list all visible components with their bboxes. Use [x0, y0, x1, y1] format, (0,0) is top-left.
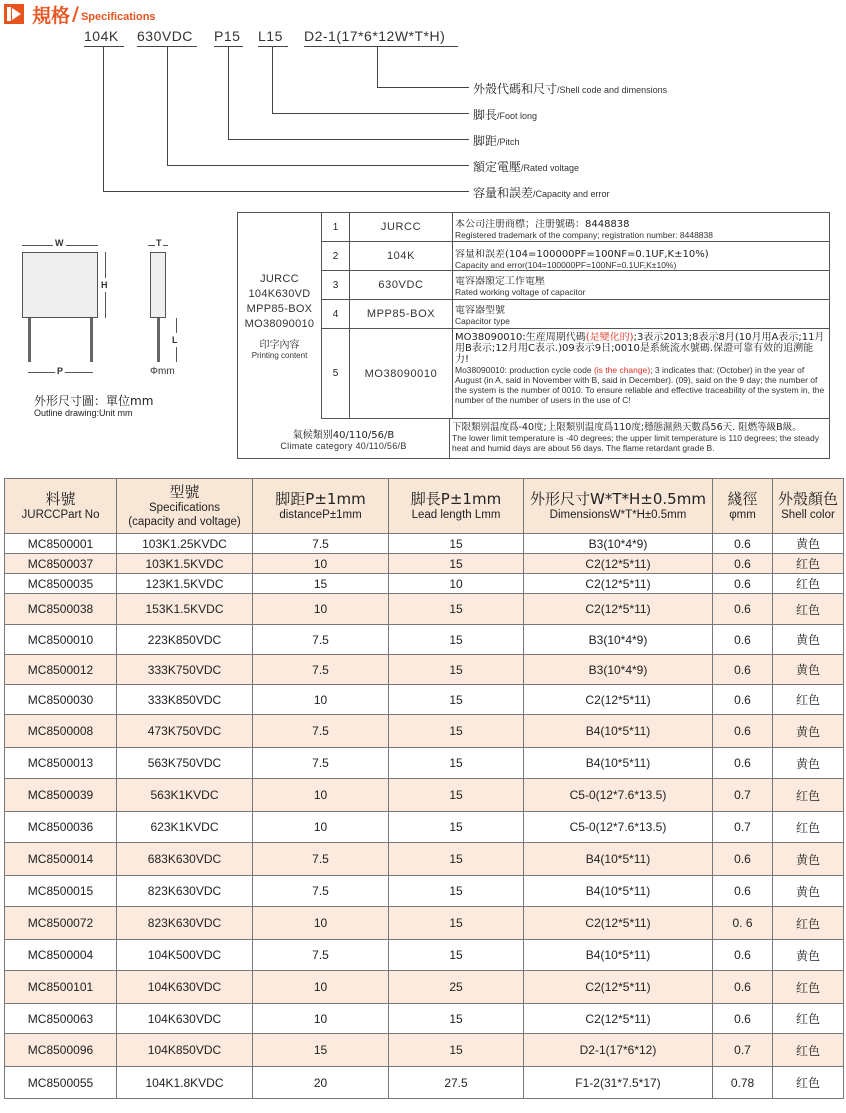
cell-lead: 15: [389, 1034, 524, 1067]
col-header-spec: 型號 Specifications (capacity and voltage): [117, 479, 253, 534]
cell-pitch: 20: [253, 1067, 389, 1099]
climate-row: [238, 419, 829, 458]
print-row-number: 1: [322, 213, 350, 241]
cell-pitch: 7.5: [253, 876, 389, 907]
cell-shell-color: 黄色: [773, 715, 844, 748]
cell-shell-color: 红色: [773, 594, 844, 625]
cell-dimensions: C2(12*5*11): [524, 574, 713, 594]
cell-lead: 15: [389, 594, 524, 625]
table-row: [5, 574, 844, 594]
climate-description: 下限類别温度爲-40度;上限類别温度爲110度;穩態濕熱天數爲56天. 阻燃等級B級。 The lower limit temperature is -40 degrees; the upper limit temperature is 110 degrees; the steady heat and humid days are about 56 days. The flame retardant grade B.: [452, 422, 819, 453]
cell-pitch: 10: [253, 594, 389, 625]
legend-shell: 外殼代碼和尺寸/Shell code and dimensions: [473, 82, 668, 96]
cell-part-no: MC8500013: [5, 748, 117, 779]
drawing-caption: 外形尺寸圖：單位mm: [34, 394, 154, 408]
printing-caption: 印字內容: [259, 340, 300, 351]
legend-voltage: 額定電壓/Rated voltage: [473, 160, 580, 174]
cell-pitch: 7.5: [253, 534, 389, 554]
code-lead: L15: [258, 28, 283, 44]
cell-dimensions: C2(12*5*11): [524, 554, 713, 574]
print-line: JURCC: [260, 273, 299, 285]
cell-lead: 15: [389, 812, 524, 843]
leader-line: [167, 46, 168, 166]
cell-wire-diameter: 0.6: [713, 971, 773, 1004]
cell-part-no: MC8500008: [5, 715, 117, 748]
cell-spec: 123K1.5KVDC: [117, 574, 253, 594]
table-row: [5, 534, 844, 554]
cell-shell-color: 黄色: [773, 655, 844, 685]
cell-spec: 103K1.25KVDC: [117, 534, 253, 554]
leader-line: [272, 46, 273, 114]
table-row: [5, 655, 844, 685]
cell-pitch: 7.5: [253, 715, 389, 748]
printing-caption-en: Printing content: [251, 351, 308, 360]
cell-shell-color: 黄色: [773, 940, 844, 971]
table-row: [5, 625, 844, 655]
cell-dimensions: B3(10*4*9): [524, 534, 713, 554]
print-row-value: 630VDC: [350, 271, 453, 299]
print-row-value: 104K: [350, 242, 453, 270]
code-capacity: 104K: [84, 28, 119, 44]
cell-part-no: MC8500038: [5, 594, 117, 625]
cell-pitch: 7.5: [253, 748, 389, 779]
print-row: [322, 329, 829, 419]
cell-dimensions: B3(10*4*9): [524, 625, 713, 655]
table-row: [5, 843, 844, 876]
cell-dimensions: B3(10*4*9): [524, 655, 713, 685]
code-underline: [84, 46, 124, 47]
code-pitch: P15: [214, 28, 241, 44]
cell-part-no: MC8500014: [5, 843, 117, 876]
cell-lead: 15: [389, 907, 524, 940]
cell-spec: 823K630VDC: [117, 876, 253, 907]
cell-part-no: MC8500030: [5, 685, 117, 715]
table-row: [5, 715, 844, 748]
cell-pitch: 10: [253, 907, 389, 940]
cell-wire-diameter: 0. 6: [713, 907, 773, 940]
cell-wire-diameter: 0.78: [713, 1067, 773, 1099]
cell-shell-color: 红色: [773, 574, 844, 594]
cell-spec: 623K1KVDC: [117, 812, 253, 843]
cell-pitch: 15: [253, 574, 389, 594]
cell-spec: 563K750VDC: [117, 748, 253, 779]
leader-line: [167, 165, 469, 166]
cell-dimensions: C5-0(12*7.6*13.5): [524, 812, 713, 843]
cell-part-no: MC8500096: [5, 1034, 117, 1067]
table-row: [5, 685, 844, 715]
drawing-caption-en: Outline drawing:Unit mm: [34, 408, 133, 418]
legend-foot: 脚長/Foot long: [473, 108, 538, 122]
print-row-number: 3: [322, 271, 350, 299]
cell-lead: 15: [389, 1004, 524, 1034]
cell-shell-color: 红色: [773, 1067, 844, 1099]
cell-shell-color: 黄色: [773, 625, 844, 655]
print-row-desc: 電容器額定工作電壓 Rated working voltage of capacitor: [455, 276, 586, 297]
cell-part-no: MC8500004: [5, 940, 117, 971]
dim-label-p: P: [57, 366, 64, 376]
cell-shell-color: 黄色: [773, 876, 844, 907]
print-row: [322, 242, 829, 271]
cell-spec: 104K630VDC: [117, 971, 253, 1004]
print-line: MO38090010: [244, 318, 315, 330]
cell-wire-diameter: 0.6: [713, 594, 773, 625]
cell-lead: 15: [389, 655, 524, 685]
printing-content-table: [237, 212, 830, 459]
leader-line: [377, 87, 469, 88]
table-row: [5, 1004, 844, 1034]
cell-spec: 103K1.5KVDC: [117, 554, 253, 574]
code-underline: [258, 46, 288, 47]
dim-label-t: T: [156, 238, 162, 248]
leader-line: [103, 191, 469, 192]
cell-wire-diameter: 0.6: [713, 655, 773, 685]
print-row-value: MPP85-BOX: [350, 300, 453, 328]
cell-pitch: 10: [253, 971, 389, 1004]
col-header-dimensions: 外形尺寸W*T*H±0.5mm DimensionsW*T*H±0.5mm: [524, 479, 713, 534]
section-title: 規格: [32, 4, 71, 27]
cell-spec: 153K1.5KVDC: [117, 594, 253, 625]
cell-shell-color: 红色: [773, 812, 844, 843]
table-row: [5, 748, 844, 779]
print-row-desc: 電容器型號 Capacitor type: [455, 305, 510, 326]
cell-shell-color: 红色: [773, 779, 844, 812]
print-row-number: 2: [322, 242, 350, 270]
cell-part-no: MC8500035: [5, 574, 117, 594]
cell-pitch: 7.5: [253, 625, 389, 655]
cell-wire-diameter: 0.7: [713, 779, 773, 812]
print-line: 104K630VD: [248, 288, 311, 300]
cell-dimensions: F1-2(31*7.5*17): [524, 1067, 713, 1099]
table-header-row: [5, 479, 844, 534]
print-line: MPP85-BOX: [246, 303, 313, 315]
cell-pitch: 10: [253, 1004, 389, 1034]
capacitor-lead: [90, 318, 93, 362]
leader-line: [228, 46, 229, 140]
cell-part-no: MC8500101: [5, 971, 117, 1004]
cell-wire-diameter: 0.6: [713, 685, 773, 715]
legend-pitch: 脚距/Pitch: [473, 134, 520, 148]
cell-dimensions: D2-1(17*6*12): [524, 1034, 713, 1067]
cell-dimensions: C2(12*5*11): [524, 1004, 713, 1034]
code-shell: D2-1(17*6*12W*T*H): [304, 28, 446, 44]
cell-dimensions: B4(10*5*11): [524, 715, 713, 748]
cell-wire-diameter: 0.6: [713, 940, 773, 971]
col-header-wire-diameter: 綫徑 φmm: [713, 479, 773, 534]
cell-lead: 15: [389, 554, 524, 574]
cell-part-no: MC8500063: [5, 1004, 117, 1034]
table-row: [5, 1034, 844, 1067]
cell-pitch: 10: [253, 779, 389, 812]
col-header-pitch: 脚距P±1mm distanceP±1mm: [253, 479, 389, 534]
cell-pitch: 7.5: [253, 940, 389, 971]
title-slash: /: [72, 3, 79, 25]
cell-spec: 823K630VDC: [117, 907, 253, 940]
cell-lead: 27.5: [389, 1067, 524, 1099]
cell-pitch: 7.5: [253, 843, 389, 876]
cell-lead: 15: [389, 715, 524, 748]
cell-pitch: 10: [253, 685, 389, 715]
cell-wire-diameter: 0.7: [713, 1034, 773, 1067]
cell-spec: 473K750VDC: [117, 715, 253, 748]
cell-lead: 15: [389, 940, 524, 971]
print-row-number: 4: [322, 300, 350, 328]
cell-wire-diameter: 0.6: [713, 715, 773, 748]
cell-lead: 15: [389, 685, 524, 715]
cell-lead: 15: [389, 876, 524, 907]
print-row: [322, 271, 829, 300]
cell-shell-color: 红色: [773, 1034, 844, 1067]
col-header-part-no: 料號 JURCCPart No: [5, 479, 117, 534]
cell-spec: 104K850VDC: [117, 1034, 253, 1067]
capacitor-side-lead: [157, 318, 160, 362]
table-row: [5, 554, 844, 574]
leader-line: [272, 113, 469, 114]
cell-wire-diameter: 0.6: [713, 554, 773, 574]
cell-part-no: MC8500039: [5, 779, 117, 812]
cell-lead: 10: [389, 574, 524, 594]
table-row: [5, 971, 844, 1004]
table-row: [5, 876, 844, 907]
cell-pitch: 7.5: [253, 655, 389, 685]
table-row: [5, 812, 844, 843]
print-row-desc: MO38090010:生産周期代碼(是變化的);3表示2013;8表示8月(10月用A表示;11月用B表示;12月用C表示.)09表示9日;0010是系統流水號碼.保證可靠有效的追溯能力! Mo38090010: production cycle code (is the change); 3 indicates that: (October) in the year of August (in A, said in November with B, said in December). (09), said on the 9 day; the number of the system is the number of 0010. To ensure reliable and effective traceability of the system in, the number of the number of users in the use of C!: [455, 332, 825, 405]
printing-sample: [238, 213, 322, 419]
capacitor-front-body: [22, 252, 98, 318]
code-voltage: 630VDC: [137, 28, 193, 44]
print-row-desc: 本公司注册商標；注册號碼：8448838 Registered trademark of the company; registration number: 8448838: [455, 219, 713, 240]
capacitor-side-body: [150, 252, 166, 318]
cell-shell-color: 红色: [773, 971, 844, 1004]
cell-spec: 104K500VDC: [117, 940, 253, 971]
table-row: [5, 779, 844, 812]
leader-line: [103, 46, 104, 192]
cell-lead: 15: [389, 625, 524, 655]
cell-spec: 333K850VDC: [117, 685, 253, 715]
cell-part-no: MC8500001: [5, 534, 117, 554]
leader-line: [228, 139, 469, 140]
table-row: [5, 940, 844, 971]
legend-capacity: 容量和誤差/Capacity and error: [473, 186, 610, 200]
cell-wire-diameter: 0.6: [713, 574, 773, 594]
cell-part-no: MC8500055: [5, 1067, 117, 1099]
cell-shell-color: 红色: [773, 1004, 844, 1034]
cell-lead: 15: [389, 779, 524, 812]
capacitor-lead: [28, 318, 31, 362]
cell-part-no: MC8500072: [5, 907, 117, 940]
cell-part-no: MC8500012: [5, 655, 117, 685]
cell-shell-color: 黄色: [773, 843, 844, 876]
table-row: [5, 1067, 844, 1099]
cell-wire-diameter: 0.6: [713, 876, 773, 907]
climate-category: 氣候類别40/110/56/B Climate category 40/110/56/B: [238, 419, 450, 458]
cell-lead: 25: [389, 971, 524, 1004]
section-subtitle: Specifications: [80, 11, 156, 23]
spec-table-body: [5, 534, 844, 1099]
cell-shell-color: 红色: [773, 907, 844, 940]
print-row-value: MO38090010: [350, 329, 453, 418]
cell-spec: 683K630VDC: [117, 843, 253, 876]
spec-table: [4, 478, 844, 1099]
table-row: [5, 907, 844, 940]
cell-wire-diameter: 0.6: [713, 534, 773, 554]
cell-pitch: 10: [253, 812, 389, 843]
cell-wire-diameter: 0.6: [713, 843, 773, 876]
cell-shell-color: 黄色: [773, 534, 844, 554]
cell-part-no: MC8500037: [5, 554, 117, 574]
table-row: [5, 594, 844, 625]
dim-label-w: W: [55, 238, 64, 248]
dim-label-h: H: [101, 280, 108, 290]
cell-dimensions: C2(12*5*11): [524, 685, 713, 715]
print-row-desc: 容量和誤差(104=100000PF=100NF=0.1UF,K±10%) Capacity and error(104=100000PF=100NF=0.1UF,K±10%): [455, 249, 709, 270]
cell-shell-color: 红色: [773, 554, 844, 574]
cell-dimensions: B4(10*5*11): [524, 940, 713, 971]
cell-dimensions: C2(12*5*11): [524, 907, 713, 940]
cell-spec: 563K1KVDC: [117, 779, 253, 812]
cell-dimensions: B4(10*5*11): [524, 843, 713, 876]
section-header: [4, 2, 156, 26]
print-row: [322, 213, 829, 242]
cell-wire-diameter: 0.6: [713, 1004, 773, 1034]
leader-line: [377, 46, 378, 88]
dim-label-l: L: [172, 335, 178, 345]
cell-wire-diameter: 0.6: [713, 748, 773, 779]
cell-dimensions: B4(10*5*11): [524, 876, 713, 907]
cell-lead: 15: [389, 534, 524, 554]
play-arrow-icon: [4, 4, 24, 24]
cell-dimensions: C2(12*5*11): [524, 594, 713, 625]
code-underline: [304, 46, 458, 47]
col-header-lead: 脚長P±1mm Lead length Lmm: [389, 479, 524, 534]
cell-pitch: 15: [253, 1034, 389, 1067]
print-row-value: JURCC: [350, 213, 453, 241]
print-row: [322, 300, 829, 329]
cell-part-no: MC8500015: [5, 876, 117, 907]
cell-shell-color: 红色: [773, 685, 844, 715]
col-header-shell-color: 外殼顏色 Shell color: [773, 479, 844, 534]
cell-spec: 104K630VDC: [117, 1004, 253, 1034]
cell-part-no: MC8500036: [5, 812, 117, 843]
cell-spec: 223K850VDC: [117, 625, 253, 655]
cell-lead: 15: [389, 843, 524, 876]
print-row-number: 5: [322, 329, 350, 418]
cell-dimensions: C5-0(12*7.6*13.5): [524, 779, 713, 812]
dim-label-diameter: Φmm: [150, 366, 175, 377]
cell-dimensions: C2(12*5*11): [524, 971, 713, 1004]
cell-wire-diameter: 0.6: [713, 625, 773, 655]
cell-spec: 333K750VDC: [117, 655, 253, 685]
cell-wire-diameter: 0.7: [713, 812, 773, 843]
cell-part-no: MC8500010: [5, 625, 117, 655]
cell-spec: 104K1.8KVDC: [117, 1067, 253, 1099]
cell-lead: 15: [389, 748, 524, 779]
cell-shell-color: 黄色: [773, 748, 844, 779]
cell-dimensions: B4(10*5*11): [524, 748, 713, 779]
cell-pitch: 10: [253, 554, 389, 574]
